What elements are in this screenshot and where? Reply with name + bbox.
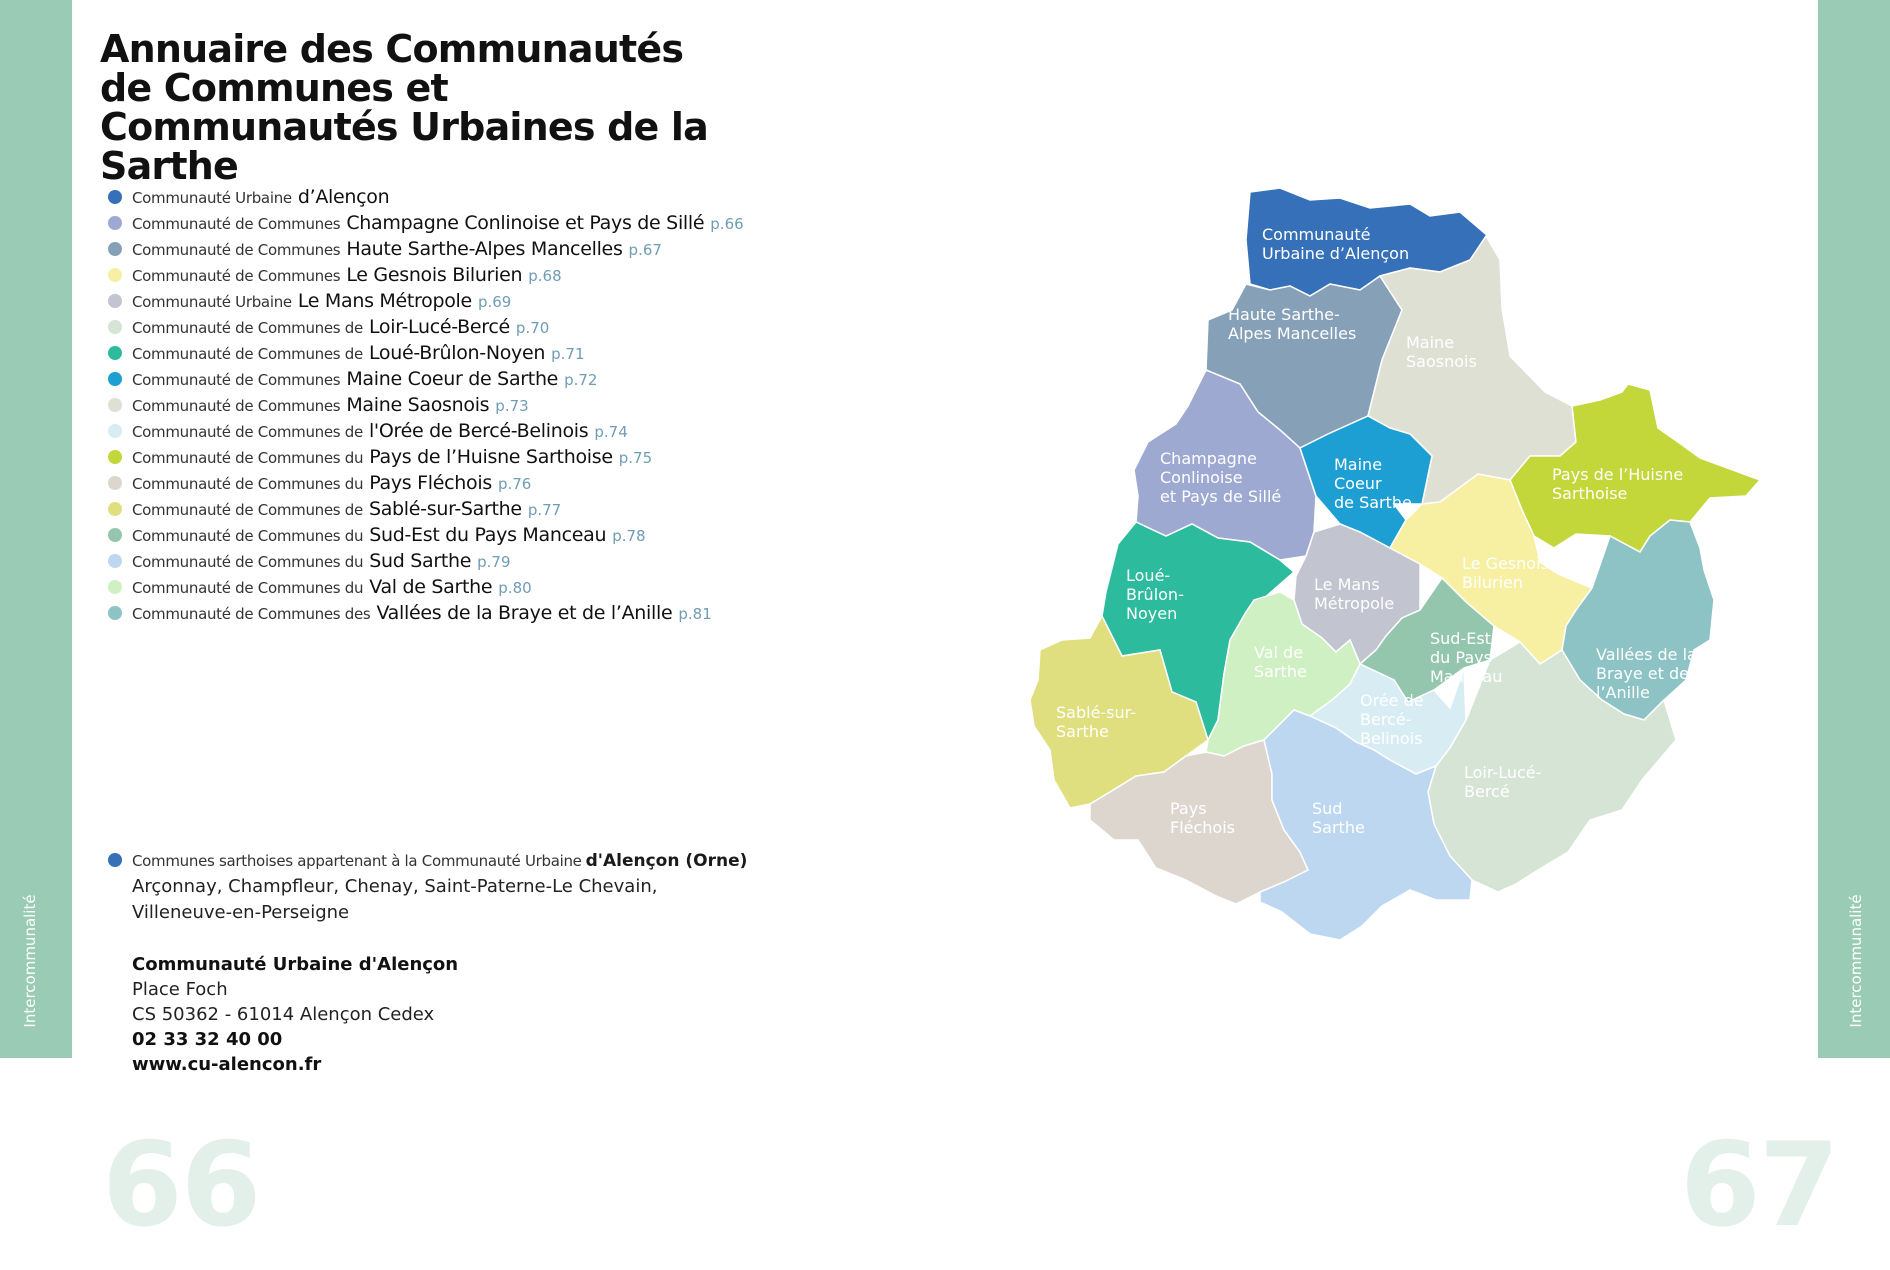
legend-name: l'Orée de Bercé-Belinois xyxy=(368,420,589,442)
map-label-alencon: Communauté Urbaine d’Alençon xyxy=(1262,225,1410,263)
map-label-flechois: Pays Fléchois xyxy=(1170,799,1235,837)
legend-name: Haute Sarthe-Alpes Mancelles xyxy=(346,238,623,260)
legend-dot xyxy=(108,346,122,360)
legend-name: Vallées de la Braye et de l’Anille xyxy=(376,602,673,624)
legend-prefix: Communauté de Communes xyxy=(132,371,341,389)
legend-page-ref[interactable]: p.76 xyxy=(497,475,532,493)
legend-name: Sud Sarthe xyxy=(369,550,472,572)
legend-name: Sablé-sur-Sarthe xyxy=(368,498,522,520)
legend-name: Maine Coeur de Sarthe xyxy=(346,368,559,390)
legend-dot xyxy=(108,424,122,438)
legend-item xyxy=(108,394,744,420)
alencon-note-prefix: Communes sarthoises appartenant à la Communauté Urbaine xyxy=(132,852,582,870)
map-label-haute-sarthe: Haute Sarthe-Alpes Mancelles xyxy=(1228,305,1357,343)
legend-prefix: Communauté Urbaine xyxy=(132,293,292,311)
legend-page-ref[interactable]: p.69 xyxy=(477,293,512,311)
legend-page-ref[interactable]: p.75 xyxy=(618,449,653,467)
alencon-communes-line1: Arçonnay, Champfleur, Chenay, Saint-Paterne-Le Chevain, xyxy=(132,876,658,897)
legend-item xyxy=(108,368,744,394)
legend-prefix: Communauté de Communes du xyxy=(132,527,364,545)
legend-item xyxy=(108,446,744,472)
contact-block xyxy=(132,952,458,1077)
page-number-right: 67 xyxy=(1680,1118,1838,1253)
legend-name: Val de Sarthe xyxy=(369,576,493,598)
legend-name: Pays de l’Huisne Sarthoise xyxy=(369,446,613,468)
legend-item xyxy=(108,316,744,342)
legend-list xyxy=(108,186,744,628)
legend-prefix: Communauté de Communes des xyxy=(132,605,371,623)
legend-dot xyxy=(108,320,122,334)
legend-page-ref[interactable]: p.67 xyxy=(628,241,662,259)
contact-website[interactable]: www.cu-alencon.fr xyxy=(132,1054,322,1075)
map-label-val-sarthe: Val de Sarthe xyxy=(1254,643,1307,681)
legend-dot xyxy=(108,294,122,308)
legend-page-ref[interactable]: p.81 xyxy=(678,605,712,623)
legend-name: d’Alençon xyxy=(297,186,390,208)
legend-name: Le Mans Métropole xyxy=(297,290,472,312)
side-tab-right xyxy=(1818,0,1890,1058)
legend-prefix: Communauté de Communes xyxy=(132,241,341,259)
legend-item xyxy=(108,420,744,446)
legend-name: Le Gesnois Bilurien xyxy=(346,264,523,286)
legend-page-ref[interactable]: p.80 xyxy=(498,579,532,597)
legend-dot xyxy=(108,372,122,386)
map-regions xyxy=(1030,188,1760,940)
map-label-loir: Loir-Lucé-Bercé xyxy=(1464,763,1542,801)
legend-item xyxy=(108,264,744,290)
sarthe-map xyxy=(1010,180,1780,960)
legend-dot xyxy=(108,216,122,230)
legend-dot xyxy=(108,580,122,594)
legend-dot xyxy=(108,398,122,412)
legend-page-ref[interactable]: p.66 xyxy=(710,215,744,233)
legend-dot xyxy=(108,190,122,204)
legend-name: Loué-Brûlon-Noyen xyxy=(368,342,546,364)
page-number-left: 66 xyxy=(102,1118,260,1253)
map-label-champagne: Champagne Conlinoise et Pays de Sillé xyxy=(1160,449,1282,506)
map-label-sable: Sablé-sur-Sarthe xyxy=(1056,703,1136,741)
legend-name: Champagne Conlinoise et Pays de Sillé xyxy=(346,212,705,234)
map-label-le-mans: Le Mans Métropole xyxy=(1314,575,1395,613)
legend-item xyxy=(108,524,744,550)
map-label-maine-coeur: Maine Coeur de Sarthe xyxy=(1334,455,1412,512)
legend-prefix: Communauté de Communes de xyxy=(132,345,363,363)
legend-item xyxy=(108,238,744,264)
legend-dot xyxy=(108,476,122,490)
legend-dot xyxy=(108,242,122,256)
legend-prefix: Communauté de Communes du xyxy=(132,475,364,493)
legend-prefix: Communauté de Communes xyxy=(132,397,341,415)
side-label-left: Intercommunalité xyxy=(21,894,39,1028)
legend-item xyxy=(108,342,744,368)
legend-item xyxy=(108,472,744,498)
legend-prefix: Communauté de Communes xyxy=(132,267,341,285)
contact-address-line1: Place Foch xyxy=(132,979,228,1000)
legend-dot xyxy=(108,606,122,620)
map-label-gesnois: Le Gesnois Bilurien xyxy=(1462,554,1549,592)
legend-dot xyxy=(108,528,122,542)
legend-item xyxy=(108,550,744,576)
contact-phone: 02 33 32 40 00 xyxy=(132,1029,283,1050)
page-title: Annuaire des Communautés de Communes et Communautés Urbaines de la Sarthe xyxy=(100,27,708,188)
contact-address-line2: CS 50362 - 61014 Alençon Cedex xyxy=(132,1004,435,1025)
legend-prefix: Communauté de Communes de xyxy=(132,319,363,337)
map-label-loue: Loué-Brûlon-Noyen xyxy=(1126,566,1184,623)
legend-page-ref[interactable]: p.77 xyxy=(527,501,562,519)
map-label-oree: Orée de Bercé-Belinois xyxy=(1360,691,1424,748)
legend-page-ref[interactable]: p.73 xyxy=(495,397,529,415)
legend-page-ref[interactable]: p.78 xyxy=(612,527,646,545)
legend-page-ref[interactable]: p.79 xyxy=(477,553,511,571)
legend-dot xyxy=(108,554,122,568)
side-label-right: Intercommunalité xyxy=(1847,894,1865,1028)
contact-name: Communauté Urbaine d'Alençon xyxy=(132,954,459,975)
legend-item xyxy=(108,290,744,316)
legend-dot xyxy=(108,450,122,464)
legend-prefix: Communauté de Communes xyxy=(132,215,341,233)
map-label-huisne: Pays de l’Huisne Sarthoise xyxy=(1552,465,1684,503)
legend-dot xyxy=(108,268,122,282)
side-tab-left xyxy=(0,0,72,1058)
legend-name: Sud-Est du Pays Manceau xyxy=(369,524,607,546)
alencon-note xyxy=(108,848,747,926)
legend-item xyxy=(108,212,744,238)
legend-prefix: Communauté de Communes de xyxy=(132,501,363,519)
legend-prefix: Communauté de Communes du xyxy=(132,579,364,597)
legend-item xyxy=(108,602,744,628)
legend-name: Maine Saosnois xyxy=(346,394,490,416)
alencon-communes-line2: Villeneuve-en-Perseigne xyxy=(132,902,350,923)
legend-page-ref[interactable]: p.74 xyxy=(594,423,628,441)
legend-page-ref[interactable]: p.68 xyxy=(528,267,562,285)
legend-name: Pays Fléchois xyxy=(369,472,492,494)
legend-prefix: Communauté Urbaine xyxy=(132,189,292,207)
map-label-vallees: Vallées de la Braye et de l’Anille xyxy=(1596,645,1697,702)
legend-prefix: Communauté de Communes de xyxy=(132,423,363,441)
map-label-sud-sarthe: Sud Sarthe xyxy=(1312,799,1365,837)
legend-item xyxy=(108,498,744,524)
legend-name: Loir-Lucé-Bercé xyxy=(368,316,510,338)
legend-item xyxy=(108,186,744,212)
legend-prefix: Communauté de Communes du xyxy=(132,449,364,467)
legend-item xyxy=(108,576,744,602)
legend-prefix: Communauté de Communes du xyxy=(132,553,364,571)
legend-page-ref[interactable]: p.72 xyxy=(564,371,598,389)
alencon-note-name: d'Alençon (Orne) xyxy=(585,851,748,871)
legend-page-ref[interactable]: p.71 xyxy=(551,345,585,363)
legend-page-ref[interactable]: p.70 xyxy=(515,319,550,337)
alencon-note-dot xyxy=(108,853,122,867)
legend-dot xyxy=(108,502,122,516)
map-label-sud-est: Sud-Est du Pays Manceau xyxy=(1430,629,1503,686)
map-label-maine-saosnois: Maine Saosnois xyxy=(1406,333,1477,371)
